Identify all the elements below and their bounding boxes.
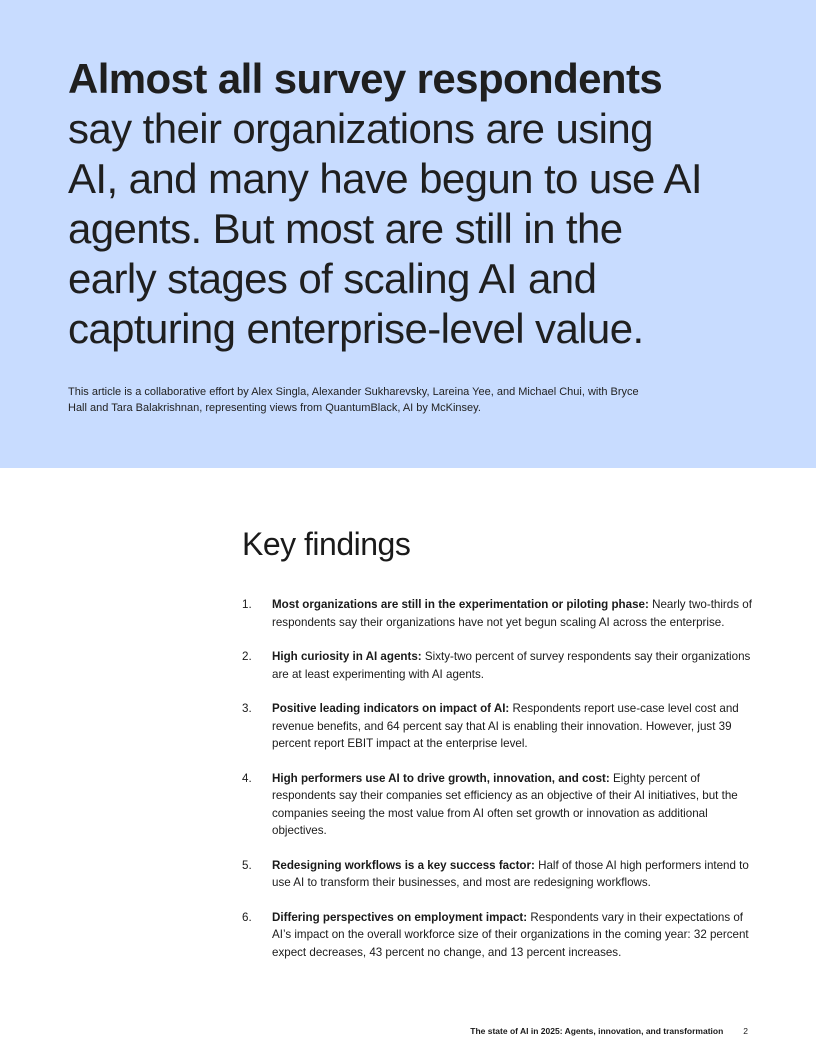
finding-number: 1.	[242, 598, 252, 611]
author-credit: This article is a collaborative effort by Alex Singla, Alexander Sukharevsky, Lareina Yee, and Michael Chui, with Bryce Hall and Tara Balakrishnan, representing views from QuantumBlack, AI by McKinsey.	[68, 386, 639, 414]
finding-number: 3.	[242, 702, 252, 715]
page-footer	[470, 1025, 748, 1037]
finding-lead: High performers use AI to drive growth, innovation, and cost:	[272, 771, 610, 785]
hero-headline	[68, 54, 708, 354]
hero-banner	[0, 0, 816, 468]
page-number: 2	[743, 1026, 748, 1036]
finding-item	[242, 909, 752, 962]
finding-item	[242, 857, 752, 892]
finding-text: Nearly two-thirds of respondents say their organizations have not yet begun scaling AI across the enterprise.	[272, 598, 752, 629]
finding-text: Respondents report use-case level cost and revenue benefits, and 64 percent say that AI is enabling their innovation. However, just 39 percent report EBIT impact at the enterprise level.	[272, 702, 739, 750]
finding-text: Half of those AI high performers intend to use AI to transform their businesses, and most are redesigning workflows.	[272, 858, 749, 889]
finding-item	[242, 596, 752, 631]
key-findings-list	[242, 596, 752, 978]
finding-lead: Redesigning workflows is a key success factor:	[272, 858, 535, 872]
finding-number: 6.	[242, 910, 252, 924]
key-findings-title: Key findings	[242, 526, 411, 562]
hero-headline-bold: Almost all survey respondents	[68, 55, 663, 102]
finding-number: 5.	[242, 858, 252, 872]
finding-text: Respondents vary in their expectations of AI’s impact on the overall workforce size of their organizations in the coming year: 32 percent expect decreases, 43 percent no change, and 13 percent increases.	[272, 910, 749, 959]
hero-headline-rest: say their organizations are using AI, and many have begun to use AI agents. But most are still in the early stages of scaling AI and capturing enterprise-level value.	[68, 105, 702, 352]
finding-item	[242, 648, 752, 683]
finding-lead: High curiosity in AI agents:	[272, 650, 422, 663]
finding-lead: Differing perspectives on employment impact:	[272, 910, 528, 924]
finding-lead: Positive leading indicators on impact of AI:	[272, 702, 510, 715]
finding-number: 2.	[242, 650, 252, 663]
finding-item	[242, 770, 752, 840]
finding-text: Sixty-two percent of survey respondents say their organizations are at least experimenting with AI agents.	[272, 650, 751, 681]
finding-number: 4.	[242, 771, 252, 785]
finding-text: Eighty percent of respondents say their companies set efficiency as an objective of their AI initiatives, but the companies seeing the most value from AI often set growth or innovation as additional objectives.	[272, 771, 738, 837]
finding-lead: Most organizations are still in the experimentation or piloting phase:	[272, 598, 649, 611]
footer-title: The state of AI in 2025: Agents, innovation, and transformation	[470, 1026, 724, 1036]
finding-item	[242, 700, 752, 753]
